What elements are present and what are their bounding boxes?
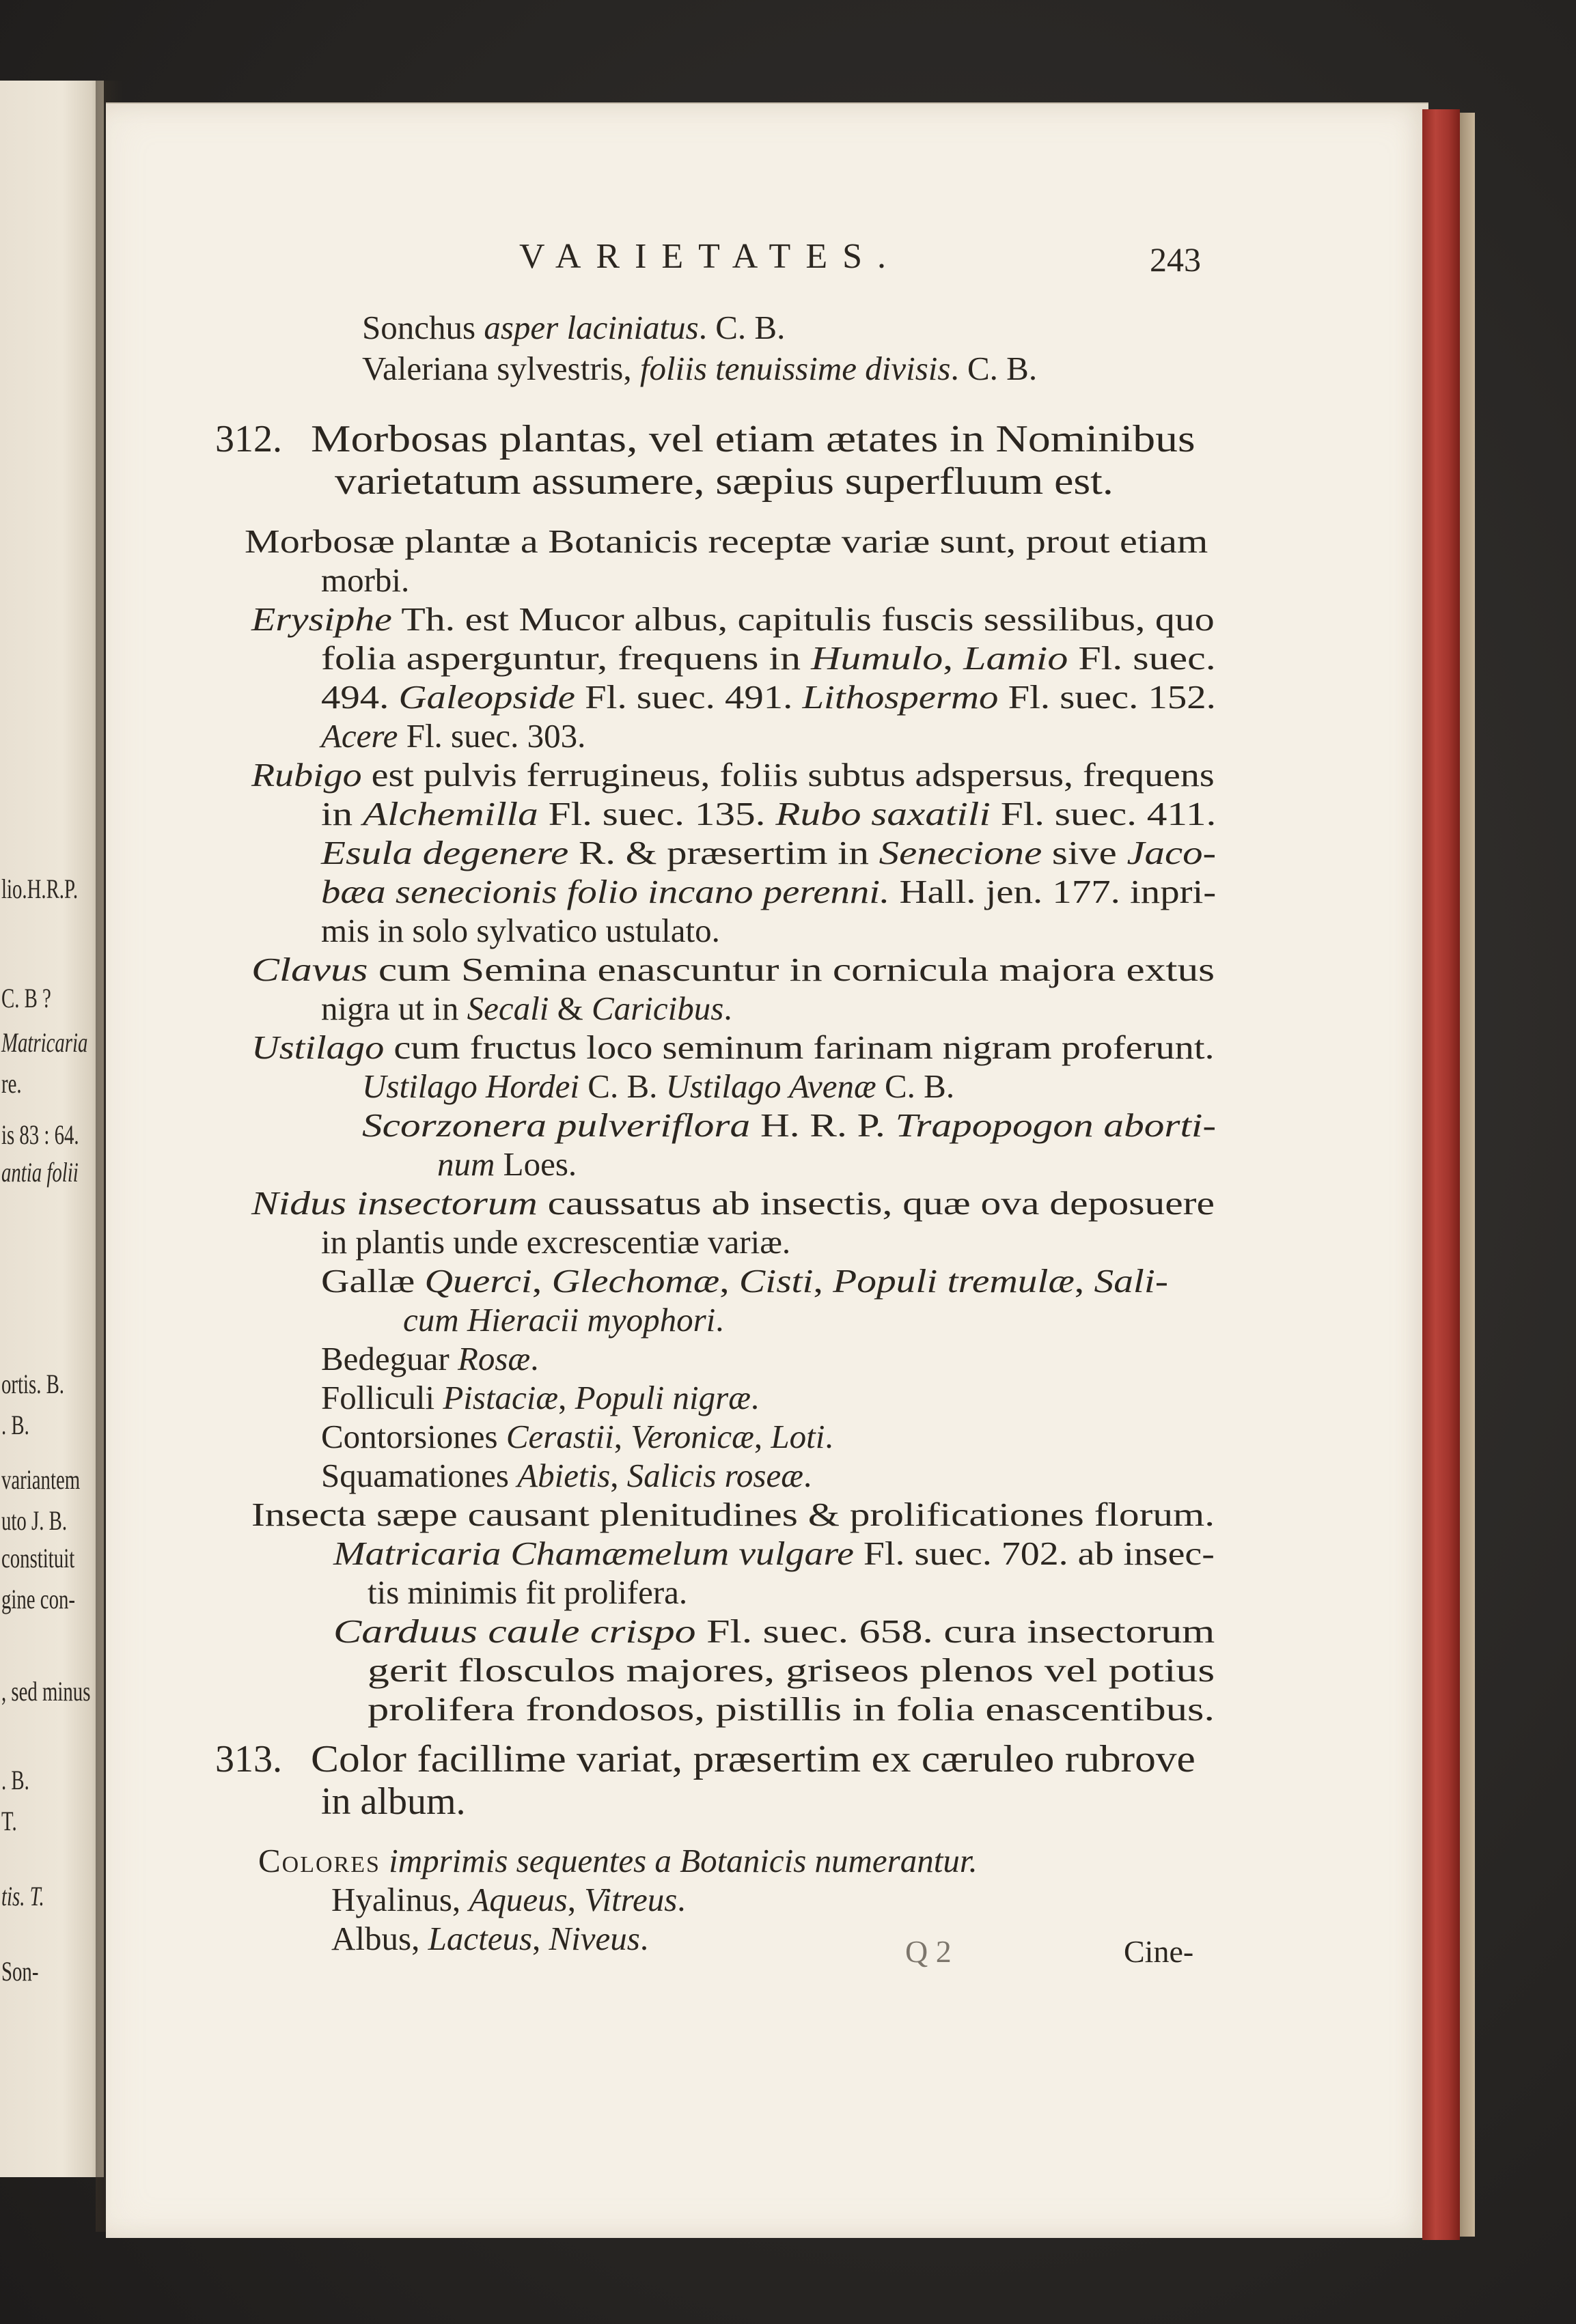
roman-text: Valeriana sylvestris,	[362, 350, 640, 387]
text-line	[251, 1186, 1215, 1220]
italic-text: bæa senecionis folio incano perenni.	[321, 873, 890, 910]
rule-heading-line	[311, 1740, 1195, 1778]
left-fragment: tis. T.	[1, 1881, 44, 1912]
italic-text: Esula degenere	[321, 834, 569, 871]
roman-text: gerit flosculos majores, griseos plenos vel potius	[368, 1651, 1215, 1689]
text-line	[331, 1922, 648, 1955]
italic-text: Matricaria Chamæmelum vulgare	[333, 1535, 854, 1572]
italic-text: Secali	[467, 990, 549, 1027]
catchword: Cine-	[1124, 1934, 1194, 1969]
roman-text: Hyalinus,	[331, 1881, 469, 1918]
left-fragment: Matricaria	[1, 1027, 88, 1058]
text-line	[362, 311, 785, 344]
italic-text: Populi tremulæ	[833, 1262, 1075, 1300]
roman-text: Fl. suec. 658. cura insectorum	[695, 1612, 1215, 1650]
italic-text: Senecione	[879, 834, 1042, 871]
text-line	[258, 1844, 978, 1877]
text-line	[321, 914, 720, 947]
left-fragment: T.	[1, 1806, 17, 1836]
roman-text: Th. est Mucor albus, capitulis fuscis sessilibus, quo	[391, 600, 1215, 638]
italic-text: asper laciniatus	[484, 309, 699, 346]
italic-text: Carduus caule crispo	[333, 1612, 696, 1650]
text-line	[321, 680, 1216, 714]
roman-text: .	[639, 1920, 649, 1957]
italic-text: Trapopogon aborti-	[895, 1106, 1217, 1144]
left-fragment: lio.H.R.P.	[1, 873, 79, 904]
roman-text: Colores	[258, 1842, 381, 1879]
roman-text: est pulvis ferrugineus, foliis subtus adspersus, frequens	[361, 756, 1215, 794]
roman-text: ,	[613, 1418, 631, 1455]
roman-text: sive	[1042, 834, 1127, 871]
roman-text: Insecta sæpe causant plenitudines & prolificationes florum.	[251, 1496, 1215, 1533]
text-line	[321, 1381, 759, 1414]
text-line	[251, 758, 1215, 792]
italic-text: Humulo	[811, 639, 943, 677]
italic-text: Aqueus	[469, 1881, 568, 1918]
roman-text: .	[715, 1301, 724, 1339]
text-line	[321, 992, 732, 1025]
red-book-edge	[1422, 109, 1460, 2240]
left-fragment: , sed minus	[1, 1676, 91, 1707]
italic-text: Galeopside	[398, 678, 575, 716]
italic-text: Erysiphe	[251, 600, 392, 638]
text-line	[321, 1264, 1168, 1298]
italic-text: Ustilago	[251, 1028, 385, 1066]
text-line	[335, 462, 1114, 501]
roman-text: Albus,	[331, 1920, 428, 1957]
text-line	[251, 602, 1215, 636]
text-line	[321, 1342, 538, 1375]
rule-heading-line	[311, 420, 1195, 458]
italic-text: Ustilago Avenæ	[665, 1067, 876, 1105]
roman-text: in plantis unde excrescentiæ variæ.	[321, 1223, 791, 1261]
roman-text: .	[677, 1881, 686, 1918]
roman-text: prolifera frondosos, pistillis in folia enascentibus.	[368, 1690, 1215, 1728]
left-fragment: ortis. B.	[1, 1369, 65, 1399]
left-fragment: is 83 : 64.	[1, 1119, 79, 1150]
text-line	[368, 1653, 1215, 1687]
roman-text: ,	[531, 1262, 552, 1300]
roman-text: ,	[1074, 1262, 1094, 1300]
italic-text: Nidus insectorum	[251, 1184, 538, 1222]
roman-text: Fl. suec. 303.	[398, 717, 586, 755]
italic-text: Clavus	[251, 951, 368, 988]
roman-text: Fl. suec. 491.	[575, 678, 803, 716]
roman-text: ,	[754, 1418, 771, 1455]
italic-text: Salicis roseæ	[626, 1457, 803, 1494]
left-fragment: constituit	[1, 1543, 75, 1573]
roman-text: ,	[610, 1457, 627, 1494]
roman-text: 494.	[321, 678, 399, 716]
roman-text: Fl. suec.	[1068, 639, 1216, 677]
roman-text: varietatum assumere, sæpius superfluum est.	[335, 460, 1114, 503]
roman-text: C. B.	[579, 1067, 666, 1105]
left-fragment: Son-	[1, 1956, 39, 1987]
italic-text: foliis tenuissime divisis	[639, 350, 951, 387]
italic-text: Cerastii	[506, 1418, 614, 1455]
italic-text: Veronicæ	[631, 1418, 754, 1455]
roman-text: Morbosæ plantæ a Botanicis receptæ variæ sunt, prout etiam	[245, 522, 1208, 560]
text-line	[321, 1782, 466, 1821]
text-line	[368, 1573, 688, 1611]
italic-text: Populi nigræ	[575, 1379, 751, 1416]
roman-text: in	[321, 795, 363, 832]
roman-text: Gallæ	[321, 1262, 425, 1300]
text-line	[321, 641, 1216, 675]
text-line	[321, 1459, 812, 1492]
roman-text: Fl. suec. 411.	[990, 795, 1217, 832]
text-line	[251, 1028, 1215, 1066]
text-line	[437, 1147, 577, 1181]
text-line	[333, 1614, 1215, 1648]
italic-text: Glechomæ	[551, 1262, 720, 1300]
roman-text: mis in solo sylvatico ustulato.	[321, 912, 720, 949]
roman-text: H. R. P.	[750, 1106, 896, 1144]
text-line	[362, 352, 1037, 385]
roman-text: C. B.	[876, 1067, 955, 1105]
left-fragment: uto J. B.	[1, 1505, 68, 1536]
running-title: VARIETATES.	[519, 237, 902, 276]
text-line	[368, 1692, 1215, 1726]
roman-text: Folliculi	[321, 1379, 443, 1416]
italic-text: cum Hieracii myophori	[403, 1301, 716, 1339]
roman-text: Contorsiones	[321, 1418, 506, 1455]
page-number: 243	[1150, 240, 1201, 279]
text-line	[321, 1225, 790, 1259]
italic-text: Cisti	[738, 1262, 814, 1300]
signature-mark: Q 2	[905, 1934, 952, 1969]
text-line	[362, 1069, 954, 1103]
text-line	[321, 1420, 833, 1453]
roman-text: . C. B.	[950, 350, 1038, 387]
roman-text: Morbosas plantas, vel etiam ætates in Nominibus	[311, 418, 1195, 460]
italic-text: Caricibus	[592, 990, 724, 1027]
roman-text: tis minimis fit prolifera.	[368, 1573, 688, 1611]
roman-text: Fl. suec. 702. ab insec-	[853, 1535, 1215, 1572]
text-line	[321, 719, 585, 753]
roman-text: morbi.	[321, 561, 410, 599]
italic-text: Rubigo	[251, 756, 362, 794]
left-fragment: variantem	[1, 1464, 81, 1495]
text-line	[251, 1498, 1215, 1531]
roman-text: .	[803, 1457, 812, 1494]
text-line	[321, 797, 1216, 830]
left-fragment: gine con-	[1, 1584, 75, 1614]
roman-text: in album.	[321, 1780, 466, 1823]
italic-text: Lacteus	[428, 1920, 533, 1957]
left-fragment: antia folii	[1, 1157, 79, 1188]
section-number: 312.	[215, 418, 282, 460]
italic-text: Loti	[771, 1418, 825, 1455]
italic-text: Abietis	[517, 1457, 611, 1494]
text-line	[321, 875, 1216, 908]
italic-text: Sali-	[1094, 1262, 1168, 1300]
roman-text: Sonchus	[362, 309, 484, 346]
roman-text: Bedeguar	[321, 1340, 458, 1377]
text-line	[333, 1537, 1215, 1570]
left-fragment: re.	[1, 1068, 22, 1099]
roman-text: . C. B.	[698, 309, 786, 346]
italic-text: Lamio	[963, 639, 1068, 677]
roman-text: ,	[567, 1881, 585, 1918]
left-fragment: . B.	[1, 1410, 29, 1440]
roman-text: .	[530, 1340, 539, 1377]
left-fragment: C. B ?	[1, 983, 51, 1013]
roman-text: cum fructus loco seminum farinam nigram proferunt.	[384, 1028, 1215, 1066]
text-line	[321, 836, 1216, 869]
italic-text: Rubo saxatili	[775, 795, 991, 832]
italic-text: Vitreus	[584, 1881, 678, 1918]
roman-text: cum Semina enascuntur in cornicula majora extus	[368, 951, 1215, 988]
roman-text: R. & præsertim in	[568, 834, 879, 871]
left-fragment: . B.	[1, 1765, 29, 1795]
text-line	[245, 524, 1208, 558]
roman-text: Squamationes	[321, 1457, 518, 1494]
roman-text: ,	[719, 1262, 739, 1300]
roman-text: .	[723, 990, 732, 1027]
roman-text: ,	[532, 1920, 549, 1957]
roman-text: &	[549, 990, 592, 1027]
roman-text: ,	[813, 1262, 833, 1300]
roman-text: folia asperguntur, frequens in	[321, 639, 812, 677]
italic-text: num	[437, 1145, 495, 1183]
text-line	[331, 1883, 686, 1916]
italic-text: Alchemilla	[362, 795, 538, 832]
roman-text: caussatus ab insectis, quæ ova deposuere	[537, 1184, 1215, 1222]
italic-text: Querci	[424, 1262, 532, 1300]
text-line	[362, 1108, 1216, 1142]
italic-text: Lithospermo	[802, 678, 999, 716]
roman-text: ,	[558, 1379, 575, 1416]
italic-text: Niveus	[549, 1920, 640, 1957]
roman-text: Fl. suec. 135.	[538, 795, 776, 832]
roman-text: Color facillime variat, præsertim ex cæruleo rubrove	[311, 1738, 1195, 1780]
italic-text: Pistaciæ	[443, 1379, 559, 1416]
italic-text: Jaco-	[1126, 834, 1217, 871]
italic-text: Rosæ	[458, 1340, 531, 1377]
roman-text: .	[750, 1379, 760, 1416]
italic-text: imprimis sequentes a Botanicis numerantur.	[380, 1842, 978, 1879]
roman-text: Loes.	[495, 1145, 577, 1183]
italic-text: Scorzonera pulveriflora	[362, 1106, 751, 1144]
roman-text: nigra ut in	[321, 990, 467, 1027]
section-number: 313.	[215, 1738, 282, 1780]
roman-text: .	[825, 1418, 833, 1455]
left-facing-page	[0, 81, 104, 2177]
roman-text: ,	[943, 639, 964, 677]
text-line	[251, 953, 1215, 986]
text-line	[321, 563, 409, 597]
roman-text: Hall. jen. 177. inpri-	[889, 873, 1217, 910]
roman-text: Fl. suec. 152.	[998, 678, 1216, 716]
italic-text: Ustilago Hordei	[362, 1067, 580, 1105]
book-cover-rim	[1460, 113, 1475, 2237]
text-line	[403, 1301, 724, 1339]
italic-text: Acere	[321, 717, 398, 755]
